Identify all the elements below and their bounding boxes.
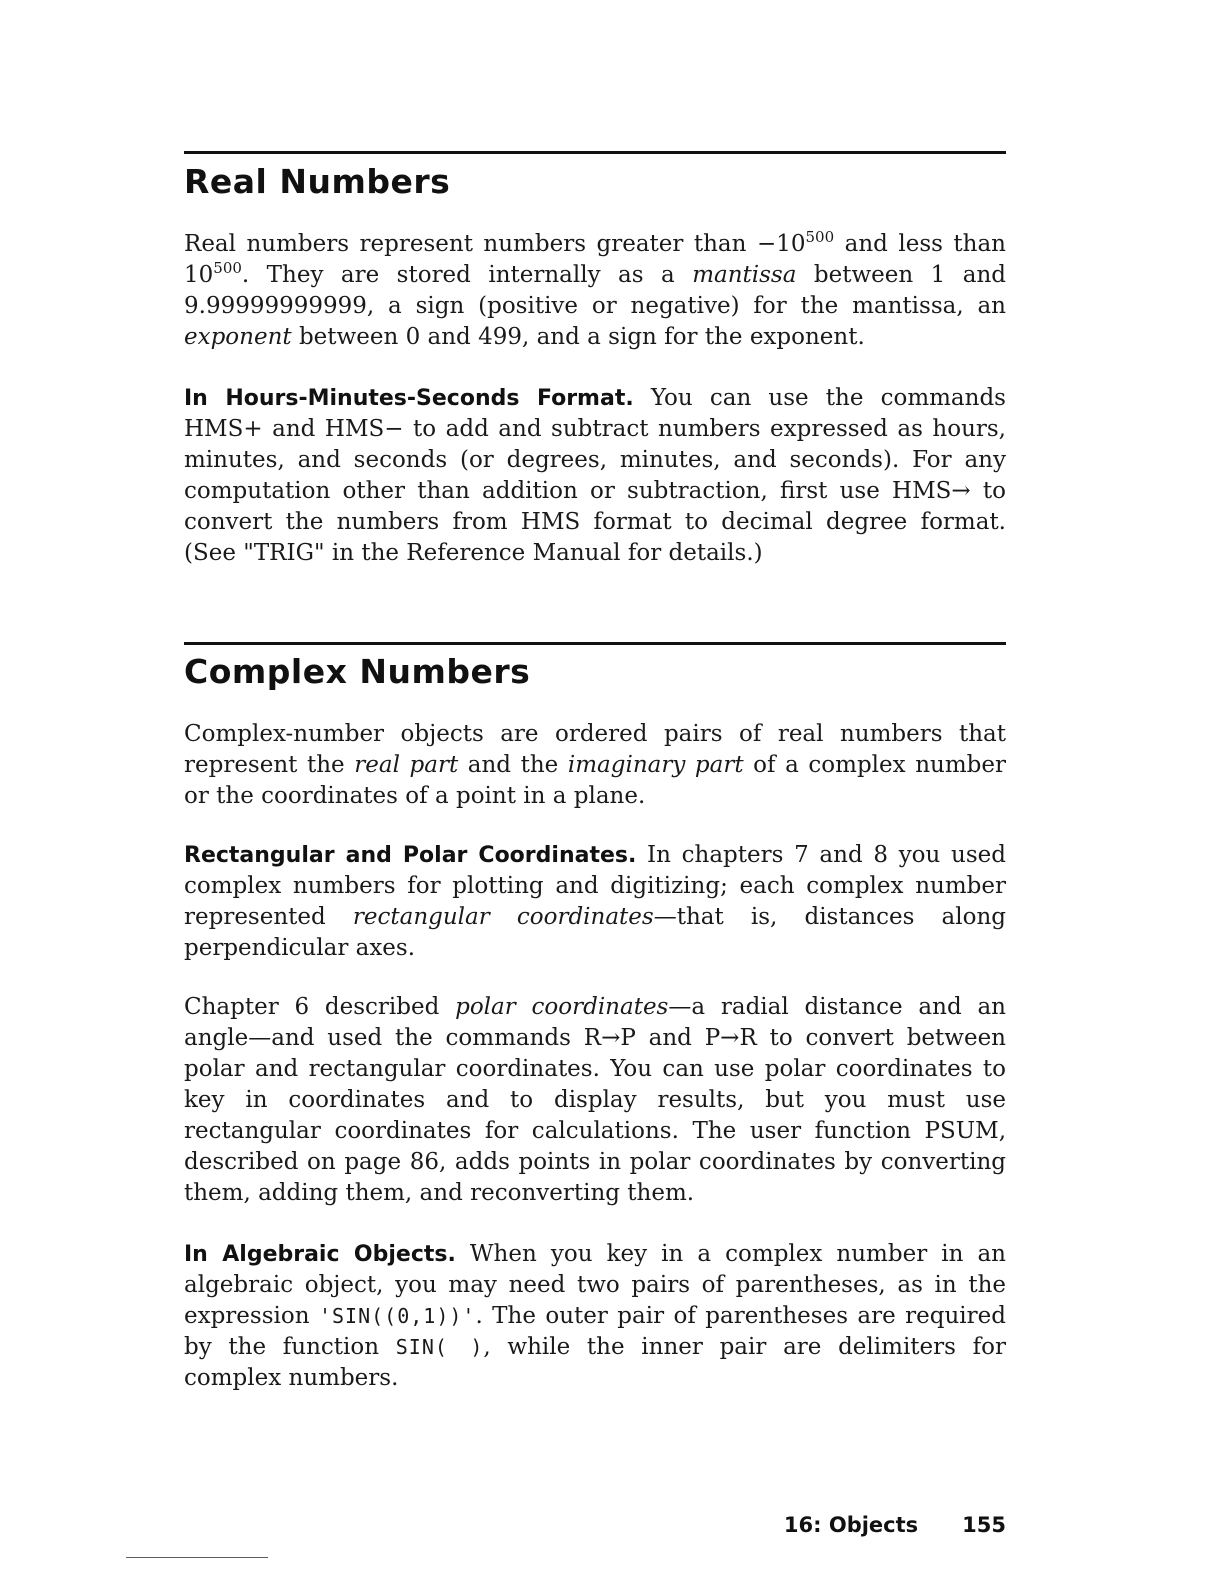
runin-heading-hms: In Hours-Minutes-Seconds Format. <box>184 386 634 411</box>
runin-heading-rect-polar: Rectangular and Polar Coordinates. <box>184 843 637 868</box>
heading-real-numbers: Real Numbers <box>184 162 451 201</box>
scan-edge-mark <box>126 1557 268 1558</box>
section-divider <box>184 151 1006 154</box>
footer-chapter: 16: Objects <box>783 1513 919 1537</box>
paragraph-complex-intro: Complex-number objects are ordered pairs of real numbers that represent the real part and the imaginary part of a complex number or the coordinates of a point in a plane. <box>184 721 1006 809</box>
runin-heading-algebraic: In Algebraic Objects. <box>184 1242 456 1267</box>
heading-complex-numbers: Complex Numbers <box>184 652 531 691</box>
page-footer <box>784 1513 1006 1537</box>
paragraph-hms-format: In Hours-Minutes-Seconds Format. You can use the commands HMS+ and HMS− to add and subtract numbers expressed as hours, minutes, and seconds (or degrees, minutes, and seconds). For any computation other than addition or subtraction, first use HMS→ to convert the numbers from HMS format to decimal degree format. (See "TRIG" in the Reference Manual for details.) <box>184 385 1006 566</box>
paragraph-polar-coordinates: Chapter 6 described polar coordinates—a radial distance and an angle—and used the commands R→P and P→R to convert between polar and rectangular coordinates. You can use polar coordinates to key in coordinates and to display results, but you must use rectangular coordinates for calculations. The user function PSUM, described on page 86, adds points in polar coordinates by converting them, adding them, and reconverting them. <box>184 994 1006 1206</box>
paragraph-real-intro: Real numbers represent numbers greater than $-10^{500}$ and less than $10^{500}$. They are stored internally as a mantissa between 1 and 9.99999999999, a sign (positive or negative) for the mantissa, an exponent between 0 and 499, and a sign for the exponent. <box>184 228 1006 350</box>
page-number: 155 <box>962 1513 1006 1537</box>
paragraph-algebraic-objects: In Algebraic Objects. When you key in a complex number in an algebraic object, you may need two pairs of parentheses, as in the expression 'SIN((0,1))'. The outer pair of parentheses are required by the function SIN( ), while the inner pair are delimiters for complex numbers. <box>184 1241 1006 1391</box>
section-divider <box>184 642 1006 645</box>
page <box>184 0 1006 1584</box>
code-sin-function: SIN( ) <box>395 1335 484 1359</box>
paragraph-rect-polar: Rectangular and Polar Coordinates. In chapters 7 and 8 you used complex numbers for plotting and digitizing; each complex number represented rectangular coordinates—that is, distances along perpendicular axes. <box>184 842 1007 961</box>
code-sin-expression: 'SIN((0,1))' <box>318 1304 476 1328</box>
